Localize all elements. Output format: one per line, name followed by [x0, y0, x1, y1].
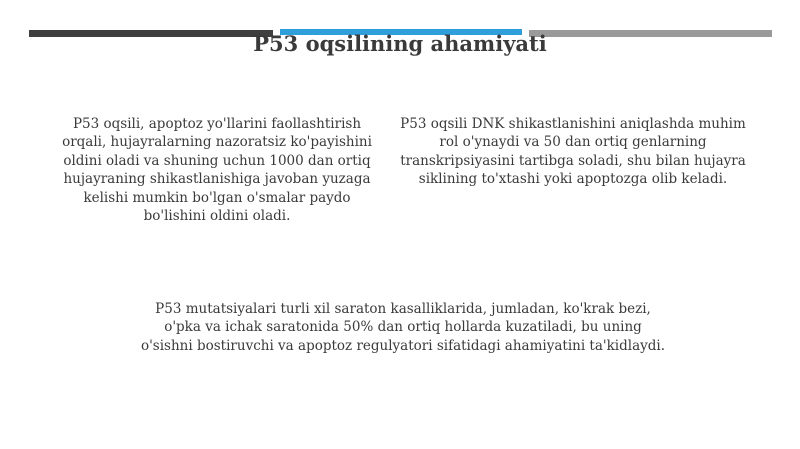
paragraph-mutations: P53 mutatsiyalari turli xil saraton kasalliklarida, jumladan, ko'krak bezi, o'pka va ichak saratonida 50% dan ortiq hollarda kuzatiladi, bu uning o'sishni bostiruvchi va apoptoz regulyatori sifatidagi ahamiyatini ta'kidlaydi.: [140, 301, 666, 354]
slide-title: P53 oqsilining ahamiyati: [253, 31, 547, 56]
paragraph-apoptosis: P53 oqsili, apoptoz yo'llarini faollashtirish orqali, hujayralarning nazoratsiz ko'payishini oldini oladi va shuning uchun 1000 dan ortiq hujayraning shikastlanishiga javoban yuzaga kelishi mumkin bo'lgan o'smalar paydo bo'lishini oldini oladi.: [62, 116, 372, 225]
paragraph-dna-damage: P53 oqsili DNK shikastlanishini aniqlashda muhim rol o'ynaydi va 50 dan ortiq genlarning transkripsiyasini tartibga soladi, shu bilan hujayra siklining to'xtashi yoki apoptozga olib keladi.: [400, 116, 746, 188]
